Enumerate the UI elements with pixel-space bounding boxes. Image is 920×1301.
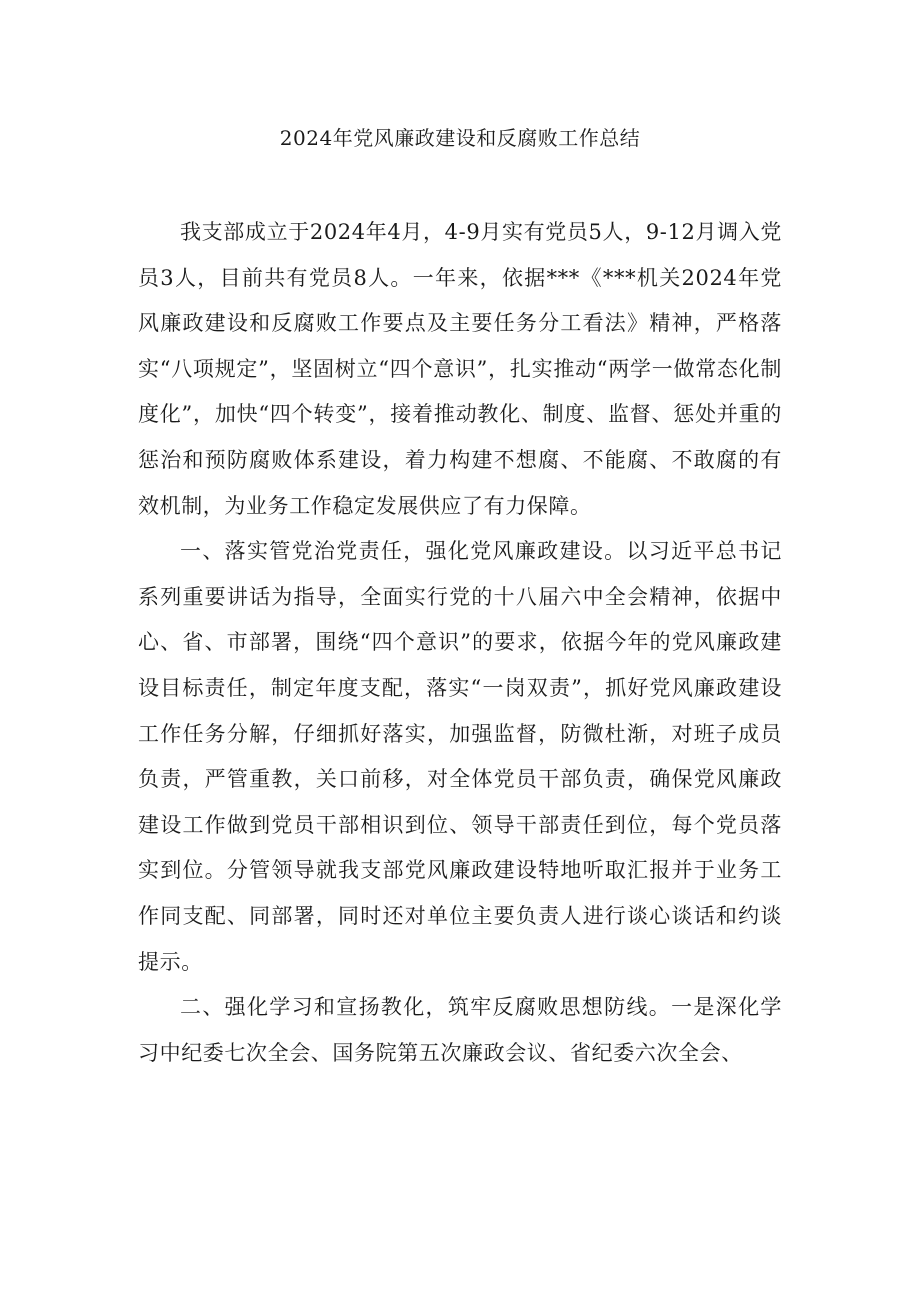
paragraph-intro: 我支部成立于2024年4月，4-9月实有党员5人，9-12月调入党员3人，目前共有党员8人。一年来，依据***《***机关2024年党风廉政建设和反腐败工作要点及主要任务分工看法》精神，严格落实“八项规定”，坚固树立“四个意识”，扎实推动“两学一做常态化制度化”，加快“四个转变”，接着推动教化、制度、监督、惩处并重的惩治和预防腐败体系建设，着力构建不想腐、不能腐、不敢腐的有效机制，为业务工作稳定发展供应了有力保障。 <box>138 220 782 518</box>
paragraph-section-one: 一、落实管党治党责任，强化党风廉政建设。以习近平总书记系列重要讲话为指导，全面实行党的十八届六中全会精神，依据中心、省、市部署，围绕“四个意识”的要求，依据今年的党风廉政建设目标责任，制定年度支配，落实“一岗双责”，抓好党风廉政建设工作任务分解，仔细抓好落实，加强监督，防微杜渐，对班子成员负责，严管重教，关口前移，对全体党员干部负责，确保党风廉政建设工作做到党员干部相识到位、领导干部责任到位，每个党员落实到位。分管领导就我支部党风廉政建设特地听取汇报并于业务工作同支配、同部署，同时还对单位主要负责人进行谈心谈话和约谈提示。 <box>138 539 782 974</box>
paragraph-section-two: 二、强化学习和宣扬教化，筑牢反腐败思想防线。一是深化学习中纪委七次全会、国务院第五次廉政会议、省纪委六次全会、 <box>138 995 782 1065</box>
document-body <box>138 210 782 1076</box>
document-title: 2024年党风廉政建设和反腐败工作总结 <box>279 126 641 150</box>
